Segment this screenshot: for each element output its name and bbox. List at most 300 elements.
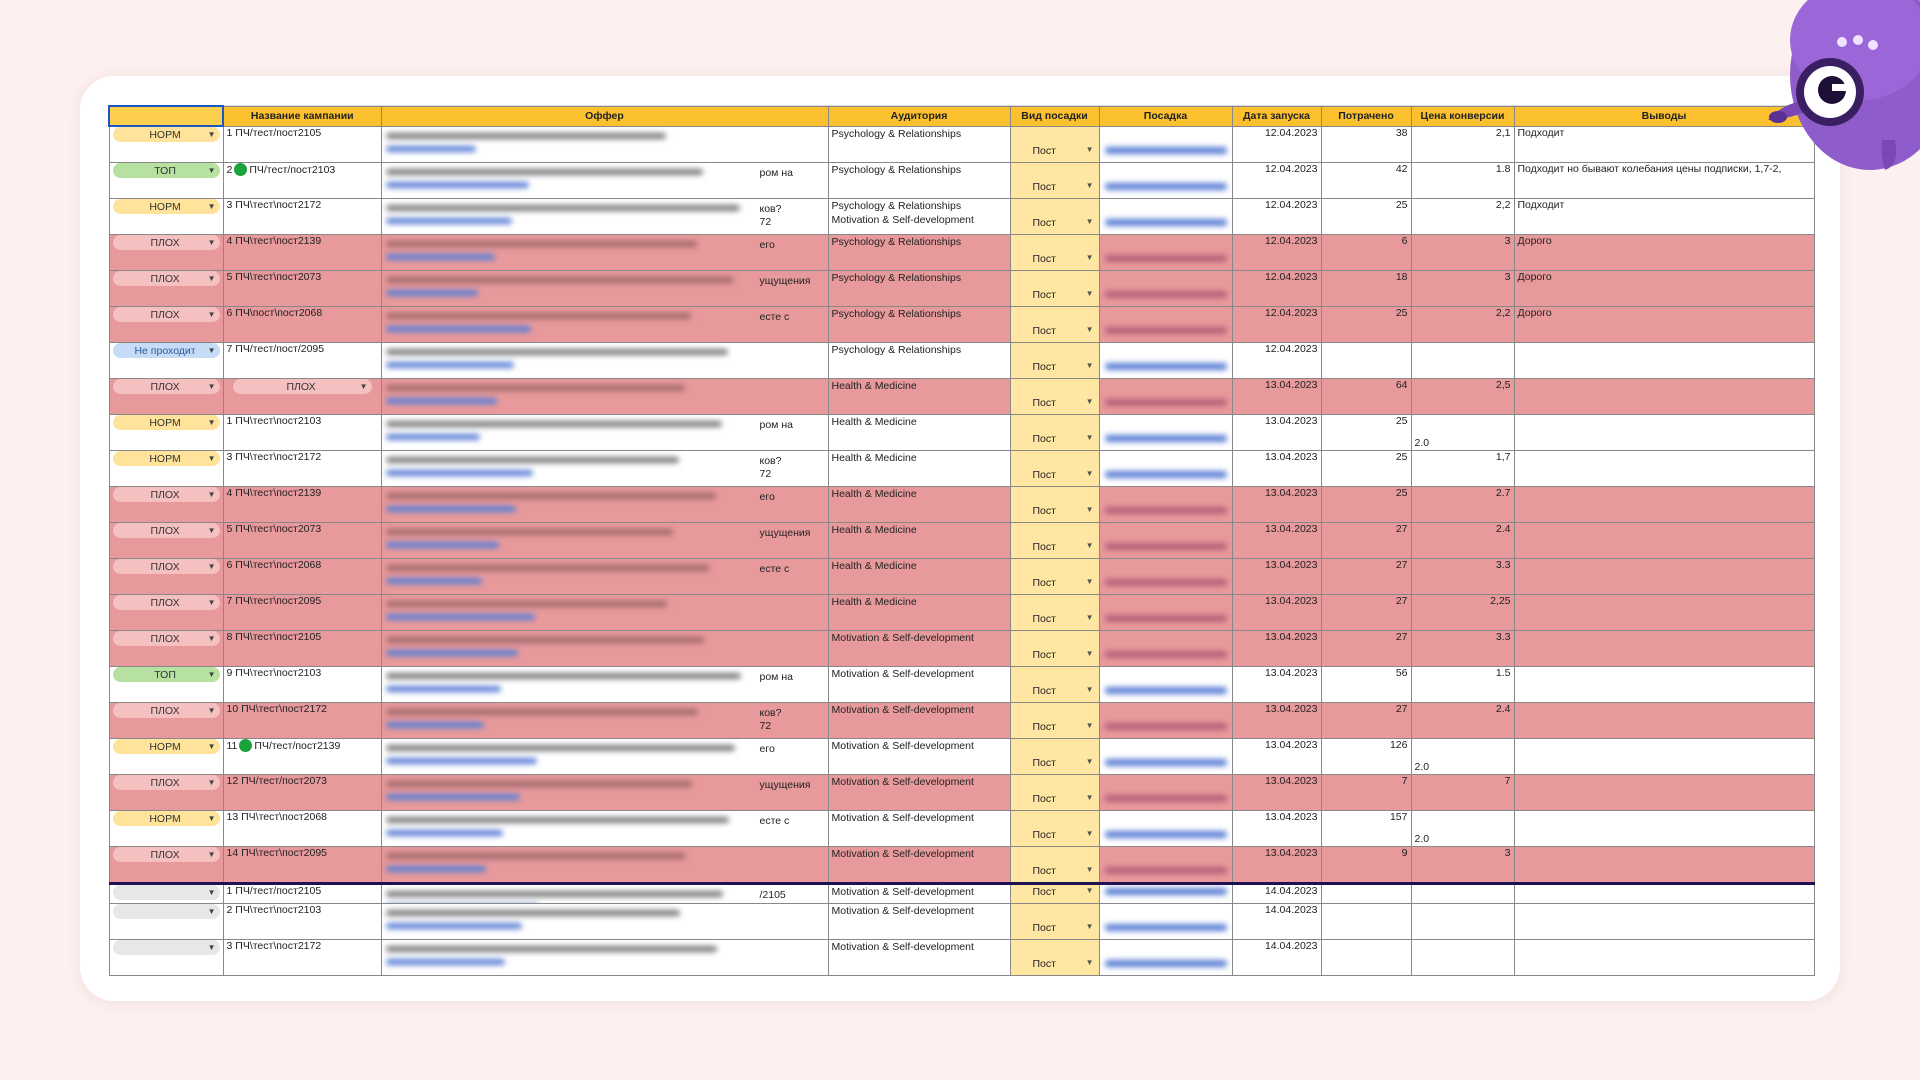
landing-type-dropdown[interactable] <box>1011 253 1099 267</box>
spent-cell[interactable] <box>1321 703 1411 739</box>
landing-link-cell[interactable] <box>1099 667 1232 703</box>
conversion-price-cell[interactable] <box>1411 199 1514 235</box>
campaign-name-cell[interactable] <box>223 126 381 163</box>
campaign-name-cell[interactable] <box>223 739 381 775</box>
audience-cell[interactable] <box>828 703 1010 739</box>
landing-type-dropdown[interactable] <box>1011 325 1099 339</box>
landing-type-dropdown[interactable] <box>1011 886 1099 900</box>
spent-cell[interactable] <box>1321 415 1411 451</box>
spent-cell[interactable] <box>1321 126 1411 163</box>
audience-cell[interactable] <box>828 271 1010 307</box>
launch-date-cell[interactable] <box>1232 523 1321 559</box>
row-number: 11 <box>226 740 238 752</box>
dropdown-arrow-icon: ▼ <box>1085 145 1094 154</box>
launch-date-cell[interactable] <box>1232 940 1321 976</box>
landing-type-cell[interactable] <box>1010 847 1099 884</box>
status-dropdown[interactable] <box>113 631 220 646</box>
offer-cell[interactable] <box>381 271 828 307</box>
landing-type-dropdown[interactable] <box>1011 289 1099 303</box>
landing-type-cell[interactable] <box>1010 307 1099 343</box>
table-row <box>109 595 1814 631</box>
landing-type-dropdown[interactable] <box>1011 217 1099 231</box>
spent-cell[interactable] <box>1321 667 1411 703</box>
audience-cell[interactable] <box>828 595 1010 631</box>
conversion-price-cell[interactable] <box>1411 163 1514 199</box>
landing-type-cell[interactable] <box>1010 163 1099 199</box>
header-spent[interactable]: Потрачено <box>1321 106 1411 126</box>
conversion-price-cell[interactable] <box>1411 379 1514 415</box>
campaign-name-cell[interactable] <box>223 811 381 847</box>
landing-type-dropdown[interactable] <box>1011 865 1099 879</box>
landing-type-cell[interactable] <box>1010 904 1099 940</box>
landing-type-dropdown[interactable] <box>1011 649 1099 663</box>
conclusion-cell[interactable] <box>1514 271 1814 307</box>
landing-link-cell[interactable] <box>1099 884 1232 904</box>
landing-type-cell[interactable] <box>1010 884 1099 904</box>
landing-link-cell[interactable] <box>1099 811 1232 847</box>
blurred-offer-text <box>386 599 756 627</box>
campaign-name-cell[interactable] <box>223 559 381 595</box>
launch-date-cell[interactable] <box>1232 703 1321 739</box>
landing-type-dropdown[interactable] <box>1011 793 1099 807</box>
offer-cell[interactable] <box>381 307 828 343</box>
launch-date-cell[interactable] <box>1232 775 1321 811</box>
landing-type-dropdown[interactable] <box>1011 757 1099 771</box>
audience-cell[interactable] <box>828 523 1010 559</box>
spent-cell[interactable] <box>1321 271 1411 307</box>
status-dropdown[interactable] <box>113 163 220 178</box>
offer-cell[interactable] <box>381 487 828 523</box>
spent-cell[interactable] <box>1321 163 1411 199</box>
offer-cell[interactable] <box>381 847 828 884</box>
conclusion-cell[interactable] <box>1514 703 1814 739</box>
landing-type-cell[interactable] <box>1010 379 1099 415</box>
status-dropdown[interactable] <box>113 885 220 900</box>
header-kind[interactable]: Вид посадки <box>1010 106 1099 126</box>
spent-cell[interactable] <box>1321 559 1411 595</box>
offer-cell[interactable] <box>381 703 828 739</box>
offer-cell[interactable] <box>381 884 828 904</box>
conclusion-cell[interactable] <box>1514 487 1814 523</box>
header-status[interactable] <box>109 106 223 126</box>
conversion-price-cell[interactable] <box>1411 307 1514 343</box>
blurred-landing-link <box>1105 651 1227 658</box>
conclusion-cell[interactable] <box>1514 235 1814 271</box>
landing-link-cell[interactable] <box>1099 163 1232 199</box>
offer-cell[interactable] <box>381 163 828 199</box>
audience-cell[interactable] <box>828 559 1010 595</box>
status-dropdown[interactable] <box>113 703 220 718</box>
spent-cell[interactable] <box>1321 523 1411 559</box>
conclusion-cell[interactable] <box>1514 811 1814 847</box>
status-dropdown[interactable] <box>113 811 220 826</box>
status-dropdown[interactable] <box>113 523 220 538</box>
launch-date-cell[interactable] <box>1232 847 1321 884</box>
offer-cell[interactable] <box>381 667 828 703</box>
campaign-name-cell[interactable] <box>223 631 381 667</box>
campaign-name-cell[interactable] <box>223 235 381 271</box>
landing-type-cell[interactable] <box>1010 595 1099 631</box>
landing-link-cell[interactable] <box>1099 631 1232 667</box>
conversion-price-cell[interactable] <box>1411 235 1514 271</box>
conclusion-cell[interactable] <box>1514 884 1814 904</box>
conversion-price-cell[interactable] <box>1411 451 1514 487</box>
status-dropdown[interactable] <box>113 487 220 502</box>
landing-type-dropdown[interactable] <box>1011 958 1099 972</box>
campaign-name-cell[interactable] <box>223 940 381 976</box>
conclusion-cell[interactable] <box>1514 343 1814 379</box>
spent-cell[interactable] <box>1321 235 1411 271</box>
campaign-name-cell[interactable] <box>223 703 381 739</box>
landing-type-dropdown[interactable] <box>1011 505 1099 519</box>
conversion-price-cell[interactable] <box>1411 667 1514 703</box>
landing-link-cell[interactable] <box>1099 126 1232 163</box>
offer-cell[interactable] <box>381 199 828 235</box>
status-dropdown[interactable] <box>113 595 220 610</box>
landing-type-dropdown[interactable] <box>1011 541 1099 555</box>
landing-link-cell[interactable] <box>1099 940 1232 976</box>
landing-link-cell[interactable] <box>1099 307 1232 343</box>
spent-cell[interactable] <box>1321 451 1411 487</box>
landing-type-dropdown[interactable] <box>1011 145 1099 159</box>
status-dropdown[interactable] <box>113 904 220 919</box>
offer-cell[interactable] <box>381 595 828 631</box>
offer-text-tail: ром на <box>759 671 793 683</box>
landing-type-dropdown[interactable] <box>1011 577 1099 591</box>
header-conclusions[interactable]: Выводы <box>1514 106 1814 126</box>
landing-type-dropdown[interactable] <box>1011 469 1099 483</box>
launch-date-cell[interactable] <box>1232 631 1321 667</box>
landing-link-cell[interactable] <box>1099 775 1232 811</box>
launch-date-cell[interactable] <box>1232 667 1321 703</box>
launch-date: 13.04.2023 <box>1264 703 1318 715</box>
conclusion-cell[interactable] <box>1514 307 1814 343</box>
campaign-name-cell[interactable] <box>223 163 381 199</box>
audience-cell[interactable] <box>828 739 1010 775</box>
launch-date-cell[interactable] <box>1232 307 1321 343</box>
status-dropdown[interactable] <box>113 271 220 286</box>
conclusion-cell[interactable] <box>1514 559 1814 595</box>
conversion-price-cell[interactable] <box>1411 904 1514 940</box>
blurred-landing-link <box>1105 888 1227 895</box>
conclusion-cell[interactable] <box>1514 940 1814 976</box>
audience-cell[interactable] <box>828 451 1010 487</box>
launch-date-cell[interactable] <box>1232 343 1321 379</box>
spent-cell[interactable] <box>1321 940 1411 976</box>
status-dropdown[interactable] <box>113 379 220 394</box>
status-dropdown[interactable] <box>113 559 220 574</box>
audience-cell[interactable] <box>828 775 1010 811</box>
conversion-price-cell[interactable] <box>1411 847 1514 884</box>
landing-type-dropdown[interactable] <box>1011 433 1099 447</box>
audience-text: Motivation & Self-development <box>831 704 974 716</box>
header-audience[interactable]: Аудитория <box>828 106 1010 126</box>
status-dropdown[interactable] <box>113 667 220 682</box>
spent-cell[interactable] <box>1321 631 1411 667</box>
spent-cell[interactable] <box>1321 343 1411 379</box>
status-dropdown[interactable] <box>113 739 220 754</box>
spent-value: 64 <box>1395 379 1408 391</box>
landing-type-dropdown[interactable] <box>1011 922 1099 936</box>
landing-link-cell[interactable] <box>1099 904 1232 940</box>
spent-cell[interactable] <box>1321 904 1411 940</box>
launch-date-cell[interactable] <box>1232 559 1321 595</box>
launch-date-cell[interactable] <box>1232 811 1321 847</box>
landing-link-cell[interactable] <box>1099 739 1232 775</box>
name-status-dropdown[interactable] <box>233 379 372 394</box>
conversion-price-cell[interactable] <box>1411 703 1514 739</box>
audience-cell[interactable] <box>828 487 1010 523</box>
landing-type-dropdown[interactable] <box>1011 829 1099 843</box>
landing-link-cell[interactable] <box>1099 847 1232 884</box>
launch-date-cell[interactable] <box>1232 451 1321 487</box>
landing-type-cell[interactable] <box>1010 523 1099 559</box>
landing-type-dropdown[interactable] <box>1011 721 1099 735</box>
landing-type-dropdown[interactable] <box>1011 397 1099 411</box>
dropdown-arrow-icon: ▼ <box>207 526 216 535</box>
audience-cell[interactable] <box>828 163 1010 199</box>
campaign-name-cell[interactable] <box>223 884 381 904</box>
landing-type-cell[interactable] <box>1010 775 1099 811</box>
conclusion-cell[interactable] <box>1514 415 1814 451</box>
offer-cell[interactable] <box>381 523 828 559</box>
audience-cell[interactable] <box>828 235 1010 271</box>
spent-cell[interactable] <box>1321 199 1411 235</box>
status-dropdown[interactable] <box>113 415 220 430</box>
offer-cell[interactable] <box>381 415 828 451</box>
status-dropdown[interactable] <box>113 940 220 955</box>
conversion-price: 2,2 <box>1495 307 1511 319</box>
landing-link-cell[interactable] <box>1099 235 1232 271</box>
header-landing[interactable]: Посадка <box>1099 106 1232 126</box>
table-row <box>109 126 1814 163</box>
header-name[interactable]: Название кампании <box>223 106 381 126</box>
dropdown-arrow-icon: ▼ <box>207 907 216 916</box>
conclusion-cell[interactable] <box>1514 904 1814 940</box>
conclusion-cell[interactable] <box>1514 199 1814 235</box>
landing-type-dropdown[interactable] <box>1011 685 1099 699</box>
landing-link-cell[interactable] <box>1099 523 1232 559</box>
conversion-price-cell[interactable] <box>1411 940 1514 976</box>
table-row <box>109 940 1814 976</box>
conversion-price-cell[interactable] <box>1411 271 1514 307</box>
offer-cell[interactable] <box>381 739 828 775</box>
landing-type-cell[interactable] <box>1010 940 1099 976</box>
audience-cell[interactable] <box>828 667 1010 703</box>
spent-cell[interactable] <box>1321 775 1411 811</box>
conversion-price-cell[interactable] <box>1411 126 1514 163</box>
launch-date-cell[interactable] <box>1232 415 1321 451</box>
header-price[interactable]: Цена конверсии <box>1411 106 1514 126</box>
spent-cell[interactable] <box>1321 487 1411 523</box>
spent-cell[interactable] <box>1321 847 1411 884</box>
campaign-name-cell[interactable] <box>223 775 381 811</box>
audience-cell[interactable] <box>828 415 1010 451</box>
status-dropdown[interactable] <box>113 235 220 250</box>
landing-link-cell[interactable] <box>1099 415 1232 451</box>
conversion-price-cell[interactable] <box>1411 631 1514 667</box>
landing-link-cell[interactable] <box>1099 487 1232 523</box>
conversion-price-cell[interactable] <box>1411 487 1514 523</box>
launch-date-cell[interactable] <box>1232 271 1321 307</box>
status-dropdown[interactable] <box>113 847 220 862</box>
landing-type-cell[interactable] <box>1010 667 1099 703</box>
landing-link-cell[interactable] <box>1099 271 1232 307</box>
header-offer[interactable]: Оффер <box>381 106 828 126</box>
spent-value: 7 <box>1401 775 1408 787</box>
landing-type-cell[interactable] <box>1010 631 1099 667</box>
campaign-name-cell[interactable] <box>223 847 381 884</box>
launch-date-cell[interactable] <box>1232 904 1321 940</box>
status-dropdown[interactable] <box>113 199 220 214</box>
launch-date-cell[interactable] <box>1232 595 1321 631</box>
conclusion-cell[interactable] <box>1514 775 1814 811</box>
landing-type-cell[interactable] <box>1010 487 1099 523</box>
campaign-name-cell[interactable] <box>223 451 381 487</box>
conversion-price-cell[interactable] <box>1411 343 1514 379</box>
status-dropdown[interactable] <box>113 451 220 466</box>
campaign-name-cell[interactable] <box>223 199 381 235</box>
campaign-name-cell[interactable] <box>223 307 381 343</box>
audience-cell[interactable] <box>828 847 1010 884</box>
audience-cell[interactable] <box>828 904 1010 940</box>
audience-cell[interactable] <box>828 811 1010 847</box>
landing-type-cell[interactable] <box>1010 703 1099 739</box>
landing-type-cell[interactable] <box>1010 739 1099 775</box>
dropdown-arrow-icon: ▼ <box>1085 505 1094 514</box>
landing-type-cell[interactable] <box>1010 559 1099 595</box>
landing-type-dropdown[interactable] <box>1011 181 1099 195</box>
landing-link-cell[interactable] <box>1099 559 1232 595</box>
launch-date-cell[interactable] <box>1232 487 1321 523</box>
launch-date-cell[interactable] <box>1232 163 1321 199</box>
offer-cell[interactable] <box>381 631 828 667</box>
table-row <box>109 271 1814 307</box>
status-label: НОРМ <box>149 416 181 429</box>
campaign-name-cell[interactable] <box>223 487 381 523</box>
spent-cell[interactable] <box>1321 884 1411 904</box>
landing-link-cell[interactable] <box>1099 703 1232 739</box>
offer-cell[interactable] <box>381 904 828 940</box>
landing-link-cell[interactable] <box>1099 451 1232 487</box>
conclusion-cell[interactable] <box>1514 523 1814 559</box>
landing-type-label: Пост <box>1032 541 1056 553</box>
offer-cell[interactable] <box>381 811 828 847</box>
conclusion-cell[interactable] <box>1514 451 1814 487</box>
campaign-name-cell[interactable] <box>223 904 381 940</box>
landing-link-cell[interactable] <box>1099 595 1232 631</box>
launch-date-cell[interactable] <box>1232 739 1321 775</box>
landing-link-cell[interactable] <box>1099 379 1232 415</box>
status-dropdown[interactable] <box>113 343 220 358</box>
conversion-price-cell[interactable] <box>1411 775 1514 811</box>
conversion-price-cell[interactable] <box>1411 415 1514 451</box>
offer-cell[interactable] <box>381 379 828 415</box>
conclusion-cell[interactable] <box>1514 379 1814 415</box>
dropdown-arrow-icon: ▼ <box>207 598 216 607</box>
landing-type-cell[interactable] <box>1010 235 1099 271</box>
conclusion-cell[interactable] <box>1514 739 1814 775</box>
conversion-price-cell[interactable] <box>1411 811 1514 847</box>
landing-type-cell[interactable] <box>1010 811 1099 847</box>
campaign-name-cell[interactable] <box>223 415 381 451</box>
conversion-price-cell[interactable] <box>1411 595 1514 631</box>
audience-cell[interactable] <box>828 307 1010 343</box>
offer-cell[interactable] <box>381 343 828 379</box>
conclusion-cell[interactable] <box>1514 595 1814 631</box>
status-dropdown[interactable] <box>113 127 220 142</box>
campaign-name-cell[interactable] <box>223 595 381 631</box>
landing-type-cell[interactable] <box>1010 451 1099 487</box>
offer-cell[interactable] <box>381 235 828 271</box>
conversion-price-cell[interactable] <box>1411 559 1514 595</box>
offer-cell[interactable] <box>381 451 828 487</box>
audience-cell[interactable] <box>828 199 1010 235</box>
conclusion-cell[interactable] <box>1514 667 1814 703</box>
offer-cell[interactable] <box>381 559 828 595</box>
landing-link-cell[interactable] <box>1099 343 1232 379</box>
landing-type-dropdown[interactable] <box>1011 613 1099 627</box>
dropdown-arrow-icon: ▼ <box>1085 886 1094 895</box>
conversion-price-cell[interactable] <box>1411 523 1514 559</box>
conclusion-cell[interactable] <box>1514 847 1814 884</box>
campaign-name-cell[interactable] <box>223 379 381 415</box>
audience-cell[interactable] <box>828 343 1010 379</box>
campaign-name-cell[interactable] <box>223 271 381 307</box>
landing-type-dropdown[interactable] <box>1011 361 1099 375</box>
audience-cell[interactable] <box>828 126 1010 163</box>
conversion-price-cell[interactable] <box>1411 739 1514 775</box>
spent-cell[interactable] <box>1321 379 1411 415</box>
campaign-name-cell[interactable] <box>223 523 381 559</box>
offer-text-tail: есте с <box>759 815 790 827</box>
conversion-price: 2,2 <box>1495 199 1511 211</box>
campaign-name-cell[interactable] <box>223 667 381 703</box>
launch-date-cell[interactable] <box>1232 379 1321 415</box>
landing-link-cell[interactable] <box>1099 199 1232 235</box>
offer-cell[interactable] <box>381 126 828 163</box>
audience-cell[interactable] <box>828 940 1010 976</box>
audience-cell[interactable] <box>828 631 1010 667</box>
spent-cell[interactable] <box>1321 595 1411 631</box>
status-dropdown[interactable] <box>113 307 220 322</box>
landing-type-cell[interactable] <box>1010 343 1099 379</box>
landing-type-cell[interactable] <box>1010 199 1099 235</box>
launch-date-cell[interactable] <box>1232 126 1321 163</box>
status-dropdown[interactable] <box>113 775 220 790</box>
dropdown-arrow-icon: ▼ <box>207 490 216 499</box>
campaign-name-cell[interactable] <box>223 343 381 379</box>
spent-cell[interactable] <box>1321 307 1411 343</box>
launch-date-cell[interactable] <box>1232 235 1321 271</box>
landing-type-cell[interactable] <box>1010 271 1099 307</box>
launch-date-cell[interactable] <box>1232 199 1321 235</box>
spent-cell[interactable] <box>1321 811 1411 847</box>
landing-type-cell[interactable] <box>1010 415 1099 451</box>
conversion-price-cell[interactable] <box>1411 884 1514 904</box>
launch-date-cell[interactable] <box>1232 884 1321 904</box>
landing-type-cell[interactable] <box>1010 126 1099 163</box>
audience-cell[interactable] <box>828 379 1010 415</box>
launch-date: 13.04.2023 <box>1264 775 1318 787</box>
row-number: 2 <box>226 904 233 916</box>
conclusion-cell[interactable] <box>1514 631 1814 667</box>
spent-cell[interactable] <box>1321 739 1411 775</box>
header-date[interactable]: Дата запуска <box>1232 106 1321 126</box>
offer-cell[interactable] <box>381 775 828 811</box>
offer-cell[interactable] <box>381 940 828 976</box>
audience-cell[interactable] <box>828 884 1010 904</box>
